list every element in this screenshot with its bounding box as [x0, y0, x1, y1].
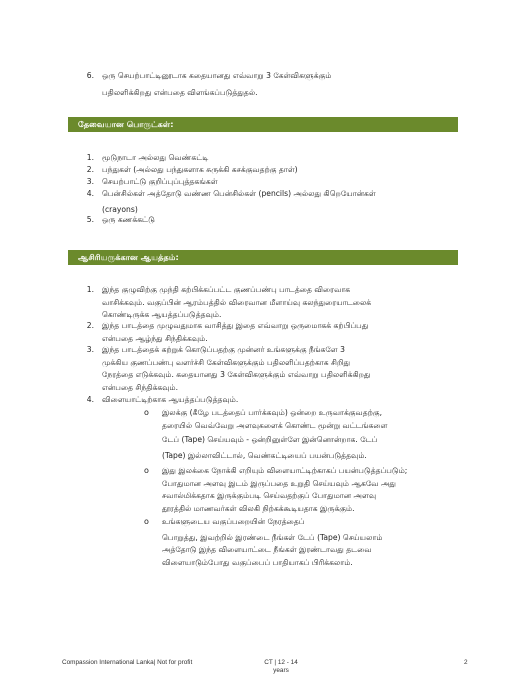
- footer-center: [251, 659, 311, 674]
- item-line: இது இலக்கை நோக்கி எறியும் விளையாட்டிற்காகப் பயன்படுத்தப்படும்;: [162, 466, 408, 475]
- item-line: கொண்டிருக்க ஆயத்தப்படுத்தவும்.: [102, 310, 222, 319]
- item-line: ஒரு செயற்பாட்டினூடாக கதையானது எவ்வாறு 3 கேள்விகளுக்கும்: [102, 71, 332, 80]
- item-line: டேப் (Tape) செய்யவும் - ஒன்றினுள்ளே இன்னொன்றாக. டேப்: [162, 435, 378, 444]
- teacher-prep-heading: ஆசிரியருக்கான ஆயத்தம்:: [78, 252, 179, 262]
- item-line: பொறுத்து, இவற்றில் இரண்டை நீங்கள் டேப் (Tape) செய்யலாம்: [162, 532, 383, 542]
- item-line: முக்கிய குணப்பண்பு வளர்ச்சி கேள்விகளுக்கும் பதிலளிப்பதற்காக சிறிது: [102, 357, 351, 367]
- item-line: என்பதை சிந்திக்கவும்.: [102, 382, 179, 392]
- item-line: இந்த குழுவிற்கு முந்தி கற்பிக்கப்பட்ட குணப்பண்பு பாடத்தை விரைவாக: [102, 285, 351, 294]
- item-line: பதிலளிக்கிறது என்பதை விளங்கப்படுத்துதல்.: [102, 87, 258, 97]
- materials-heading-bar: [68, 117, 458, 132]
- item-number: 5.: [86, 215, 94, 224]
- item-text: விளையாட்டிற்காக ஆயத்தப்படுத்தவும்.: [102, 395, 239, 404]
- item-text: ஒரு கணக்கட்டு: [102, 215, 155, 224]
- teacher-prep-heading-bar: [68, 250, 458, 265]
- footer-course-years: years: [273, 667, 289, 674]
- item-line: வாசிக்கவும். வகுப்பின் ஆரம்பத்தில் விரைவான மீளாய்வு கலந்துரையாடலைக்: [102, 297, 372, 307]
- item-line: (Tape) இல்லாவிட்டால், வெண்கட்டியைப் பயன்படுத்தவும்.: [162, 450, 367, 460]
- page-number: 2: [464, 659, 468, 666]
- item-line: தரையில் வெவ்வேறு அளவுகளைக் கொண்ட மூன்று வட்டங்களை: [162, 420, 388, 430]
- item-number: 2.: [86, 321, 94, 330]
- item-line: இலக்கு (கீழே படத்தைப் பார்க்கவும்) ஒன்றை உருவாக்குவதற்கு,: [162, 408, 383, 417]
- item-line: இந்த பாடத்தை முழுவதுமாக வாசித்து இதை எவ்வாறு ஒருமைாகக் கற்பிப்பது: [102, 321, 369, 330]
- item-line: அத்தோடு இந்த விளையாட்டை நீங்கள் இரண்டாவது தடவை: [162, 545, 372, 554]
- item-number: 4.: [86, 189, 94, 198]
- item-number: 3.: [86, 345, 94, 354]
- item-text: (crayons): [102, 204, 138, 214]
- item-line: என்பதை ஆழ்ந்து சிந்திக்கவும்.: [102, 333, 208, 343]
- item-text: பந்துகள் (அல்லது பந்துகளாக சுருக்கி கசக்குவதற்கு தாள்): [102, 165, 298, 174]
- item-line: விளையாடும்போது வகுப்பைப் பாதியாகப் பிரிக்கலாம்.: [162, 557, 353, 567]
- footer-course-code: CT | 12 - 14: [264, 659, 298, 666]
- item-line: போதுமான அளவு இடம் இருப்பதை உறுதி செய்யவும் ஆகவே அது: [162, 478, 397, 488]
- item-text: செயற்பாட்டு குறிப்புப்புத்தகங்கள்: [102, 177, 218, 186]
- item-number: 6.: [86, 71, 94, 80]
- item-number: 1.: [86, 153, 94, 162]
- item-line: சவால்மிக்கதாக இருக்கும்படி செய்வதற்குப் போதுமான அளவு: [162, 491, 377, 500]
- item-number: 4.: [86, 395, 94, 404]
- materials-heading: தேவையான பொருட்கள்:: [78, 119, 174, 129]
- item-line: இந்த பாடத்தைக் கற்றுக் கொடுப்பதற்கு முன்னர் உங்களுக்கு நீங்களே 3: [102, 345, 345, 354]
- item-line: உங்களுடைய வகுப்பறையின் நேரத்தைப்: [162, 517, 305, 526]
- item-line: நேரத்தை எடுக்கவும். கதையானது 3 கேள்விகளுக்கும் எவ்வாறு பதிலளிக்கிறது: [102, 370, 371, 379]
- item-text: பென்சில்கள் அத்தோடு வண்ண பென்சில்கள் (pencils) அல்லது கிறெயோன்கள்: [102, 189, 376, 198]
- bullet-marker: o: [144, 408, 149, 417]
- item-line: தூரத்தில் மாணவர்கள் விலகி நிற்கக்கூடியதாக இருக்கும்.: [162, 503, 355, 513]
- bullet-marker: o: [144, 517, 149, 526]
- item-number: 2.: [86, 165, 94, 174]
- bullet-marker: o: [144, 466, 149, 475]
- item-text: மூடுநாடா அல்லது வெண்கட்டி: [102, 153, 209, 162]
- item-number: 1.: [86, 285, 94, 294]
- item-number: 3.: [86, 177, 94, 186]
- footer-left: Compassion International Lanka| Not for profit: [62, 659, 193, 666]
